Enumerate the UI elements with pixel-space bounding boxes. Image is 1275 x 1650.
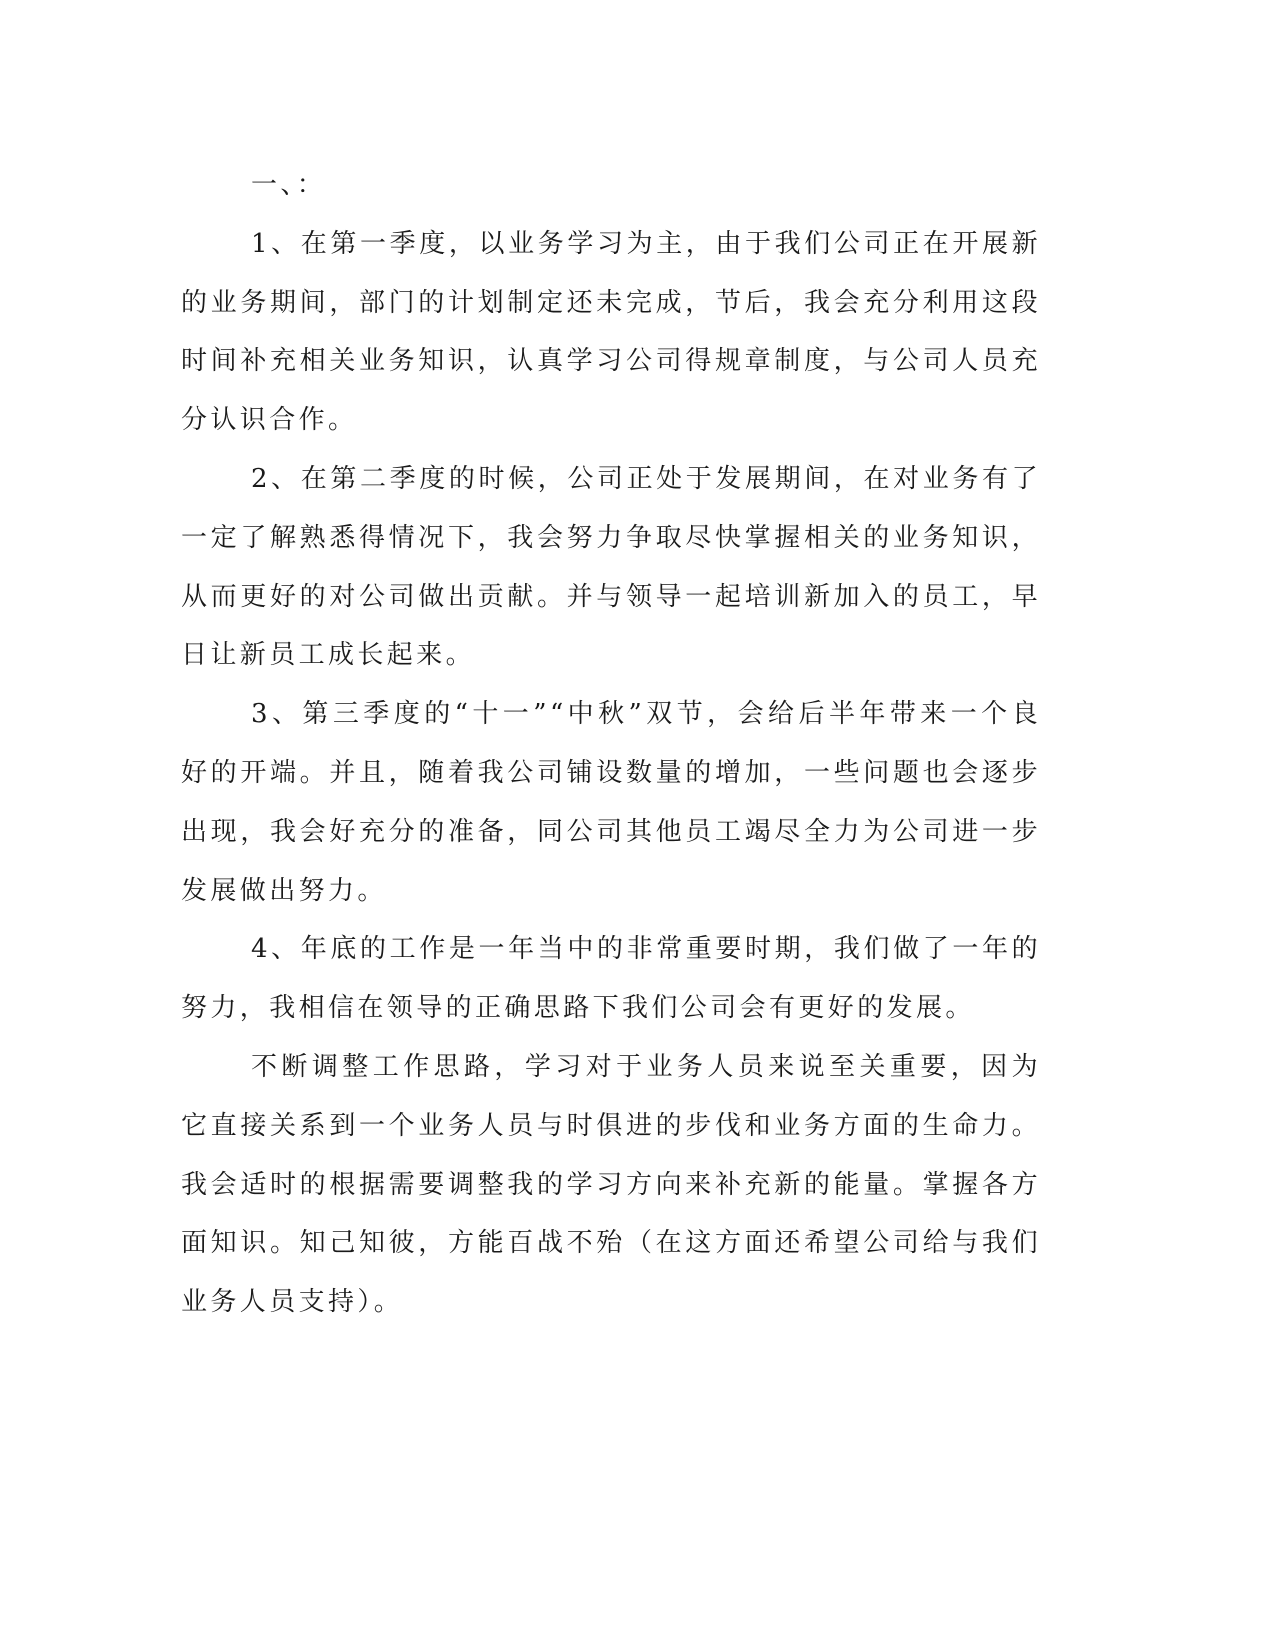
paragraph-q1: 1、在第一季度，以业务学习为主，由于我们公司正在开展新的业务期间，部门的计划制定还未完成，节后，我会充分利用这段时间补充相关业务知识，认真学习公司得规章制度，与公司人员充分认识合作。 [181,228,1041,436]
paragraph-q4: 4、年底的工作是一年当中的非常重要时期，我们做了一年的努力，我相信在领导的正确思路下我们公司会有更好的发展。 [181,934,1041,1024]
paragraph-q3: 3、第三季度的“十一”“中秋”双节，会给后半年带来一个良好的开端。并且，随着我公司铺设数量的增加，一些问题也会逐步出现，我会好充分的准备，同公司其他员工竭尽全力为公司进一步发展做出努力。 [181,699,1041,906]
document-body [181,156,1041,1332]
section-heading: 一、： [251,170,327,200]
paragraph-summary: 不断调整工作思路，学习对于业务人员来说至关重要，因为它直接关系到一个业务人员与时俱进的步伐和业务方面的生命力。我会适时的根据需要调整我的学习方向来补充新的能量。掌握各方面知识。知己知彼，方能百战不殆（在这方面还希望公司给与我们业务人员支持）。 [181,1051,1041,1318]
paragraph-q2: 2、在第二季度的时候，公司正处于发展期间，在对业务有了一定了解熟悉得情况下，我会努力争取尽快掌握相关的业务知识，从而更好的对公司做出贡献。并与领导一起培训新加入的员工，早日让新员工成长起来。 [181,463,1041,671]
